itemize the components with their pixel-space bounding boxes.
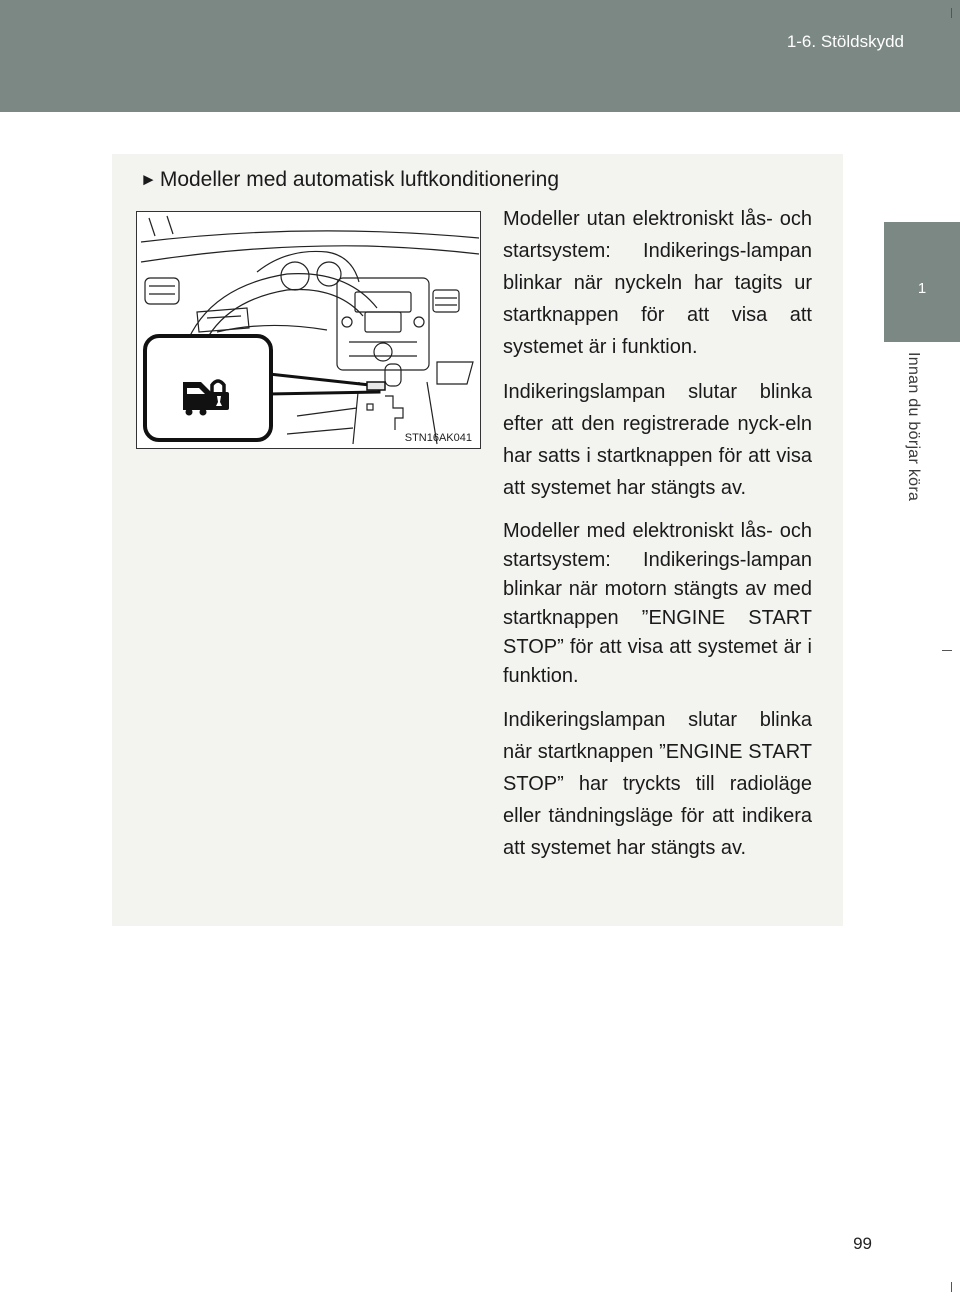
crop-mark <box>942 650 952 651</box>
figure-code: STN16AK041 <box>404 432 472 444</box>
section-heading-text: Modeller med automatisk luftkonditionering <box>159 168 560 191</box>
page-number: 99 <box>853 1234 872 1253</box>
dashboard-illustration <box>136 211 481 449</box>
chapter-label: Innan du börjar köra <box>905 352 922 502</box>
header-bar <box>0 0 960 112</box>
chapter-number: 1 <box>917 280 927 297</box>
paragraph-2: Indikeringslampan slutar blinka efter att den registrerade nyck-eln har satts i startknappen för att visa att systemet har stängts av. <box>503 381 812 499</box>
paragraph-3: Modeller med elektroniskt lås- och startsystem: Indikerings-lampan blinkar när motorn stängts av med startknappen ”ENGINE START STOP” för att visa att systemet är i funktion. <box>503 520 812 687</box>
paragraph-1: Modeller utan elektroniskt lås- och startsystem: Indikerings-lampan blinkar när nyckeln har tagits ur startknappen för att visa att systemet är i funktion. <box>503 208 812 358</box>
section-heading <box>140 168 559 192</box>
paragraph-4: Indikeringslampan slutar blinka när startknappen ”ENGINE START STOP” har tryckts till radioläge eller tändningsläge för att indikera att systemet har stängts av. <box>503 709 812 859</box>
dashboard-drawing <box>137 212 480 448</box>
arrow-right-icon: ► <box>140 170 157 189</box>
chapter-tab <box>884 222 960 342</box>
crop-mark <box>951 1282 952 1292</box>
section-title: 1-6. Stöldskydd <box>786 32 904 51</box>
text-column <box>503 203 812 877</box>
crop-mark <box>951 8 952 18</box>
